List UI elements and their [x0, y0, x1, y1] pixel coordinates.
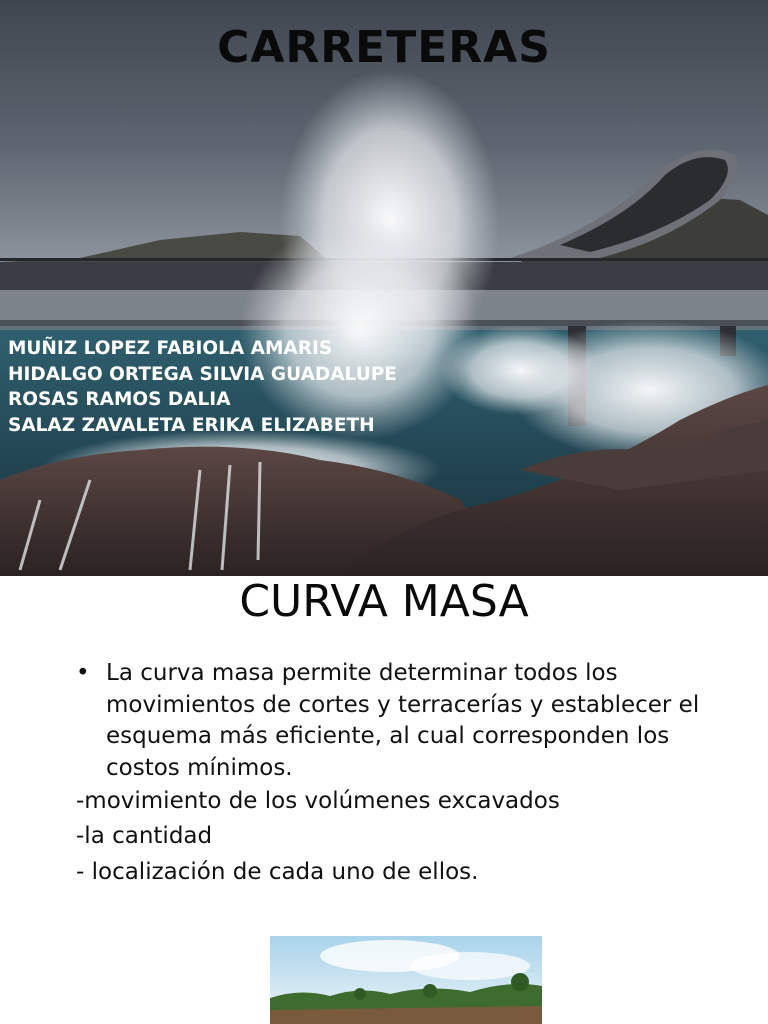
list-line: -la cantidad — [76, 823, 213, 849]
author-name: ROSAS RAMOS DALIA — [8, 389, 231, 410]
list-line: - localización de cada uno de ellos. — [76, 859, 479, 885]
presentation-title: CARRETERAS — [217, 22, 551, 73]
bullet-paragraph — [76, 658, 716, 784]
slide-title: CURVA MASA — [239, 576, 529, 627]
author-name: MUÑIZ LOPEZ FABIOLA AMARIS — [8, 338, 333, 359]
author-name: HIDALGO ORTEGA SILVIA GUADALUPE — [8, 363, 397, 385]
landscape-thumbnail — [270, 936, 542, 1024]
content-slide — [0, 576, 768, 1024]
author-list — [8, 336, 568, 438]
list-line: -movimiento de los volúmenes excavados — [76, 788, 560, 814]
bullet-text: La curva masa permite determinar todos los movimientos de cortes y terracerías y establecer el esquema más eficiente, al cual corresponden los costos mínimos. — [106, 660, 700, 781]
bullet-icon: • — [76, 660, 90, 686]
author-name: SALAZ ZAVALETA ERIKA ELIZABETH — [8, 414, 375, 436]
